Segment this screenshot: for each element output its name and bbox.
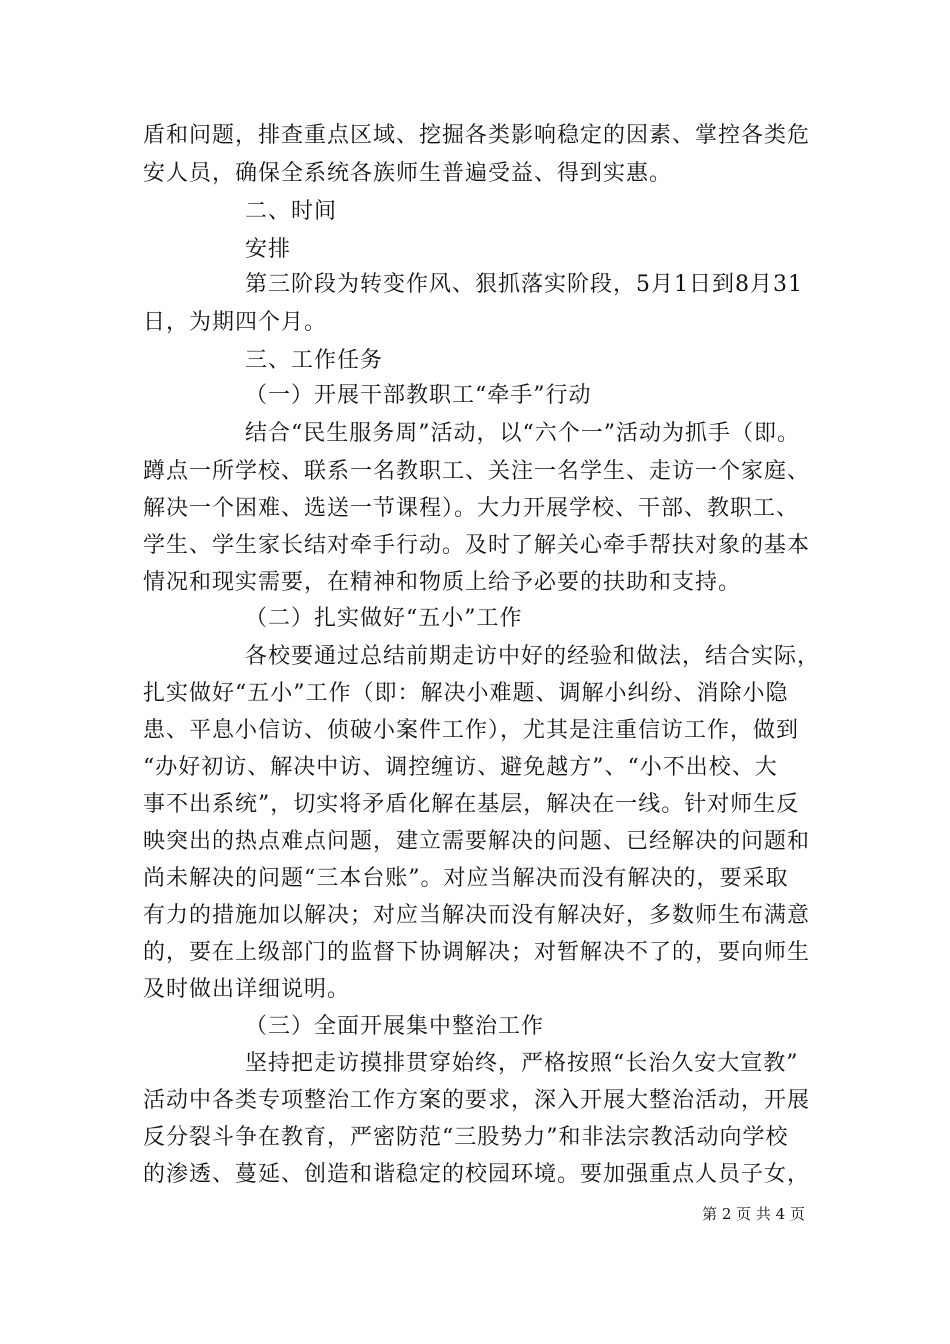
text-line: 的，要在上级部门的监督下协调解决；对暂解决不了的，要向师生 (143, 940, 811, 965)
text-line: 盾和问题，排查重点区域、挖掘各类影响稳定的因素、掌控各类危 (143, 123, 811, 148)
text-line: 各校要通过总结前期走访中好的经验和做法，结合实际， (245, 644, 821, 669)
section-heading: 二、时间 (245, 199, 338, 224)
text-line: 安排 (245, 237, 292, 262)
subsection-heading: （一）开展干部教职工“牵手”行动 (245, 383, 592, 408)
text-line: 结合“民生服务周”活动，以“六个一”活动为抓手（即。 (245, 421, 800, 446)
text-line: 坚持把走访摸排贯穿始终，严格按照“长治久安大宣教” (245, 1051, 799, 1076)
text-line: 有力的措施加以解决；对应当解决而没有解决好，多数师生布满意 (143, 903, 811, 928)
text-line: 活动中各类专项整治工作方案的要求，深入开展大整治活动，开展 (143, 1088, 811, 1113)
text-line: 映突出的热点难点问题，建立需要解决的问题、已经解决的问题和 (143, 829, 811, 854)
text-line: 第三阶段为转变作风、狠抓落实阶段，5月1日到8月31 (245, 272, 803, 297)
text-line: 情况和现实需要，在精神和物质上给予必要的扶助和支持。 (143, 570, 742, 595)
text-line: 日，为期四个月。 (143, 310, 328, 335)
text-line: 学生、学生家长结对牵手行动。及时了解关心牵手帮扶对象的基本 (143, 533, 811, 558)
text-line: 事不出系统”，切实将矛盾化解在基层，解决在一线。针对师生反 (143, 792, 800, 817)
text-line: 蹲点一所学校、联系一名教职工、关注一名学生、走访一个家庭、 (143, 459, 811, 484)
text-line: 解决一个困难、选送一节课程）。大力开展学校、干部、教职工、 (143, 496, 800, 521)
page-number: 第 2 页 共 4 页 (702, 1205, 805, 1223)
section-heading: 三、工作任务 (245, 348, 384, 373)
text-line: 安人员，确保全系统各族师生普遍受益、得到实惠。 (143, 161, 673, 186)
text-line: 扎实做好“五小”工作（即：解决小难题、调解小纠纷、消除小隐 (143, 681, 789, 706)
text-line: 及时做出详细说明。 (143, 977, 351, 1002)
text-line: 的渗透、蔓延、创造和谐稳定的校园环境。要加强重点人员子女， (143, 1162, 811, 1187)
text-line: 尚未解决的问题“三本台账”。对应当解决而没有解决的，要采取 (143, 866, 789, 891)
subsection-heading: （二）扎实做好“五小”工作 (245, 606, 523, 631)
text-line: 患、平息小信访、侦破小案件工作），尤其是注重信访工作，做到 (143, 718, 800, 743)
text-line: 反分裂斗争在教育，严密防范“三股势力”和非法宗教活动向学校 (143, 1125, 789, 1150)
text-line: “办好初访、解决中访、调控缠访、避免越方”、“小不出校、大 (143, 755, 778, 780)
subsection-heading: （三）全面开展集中整治工作 (245, 1014, 545, 1039)
